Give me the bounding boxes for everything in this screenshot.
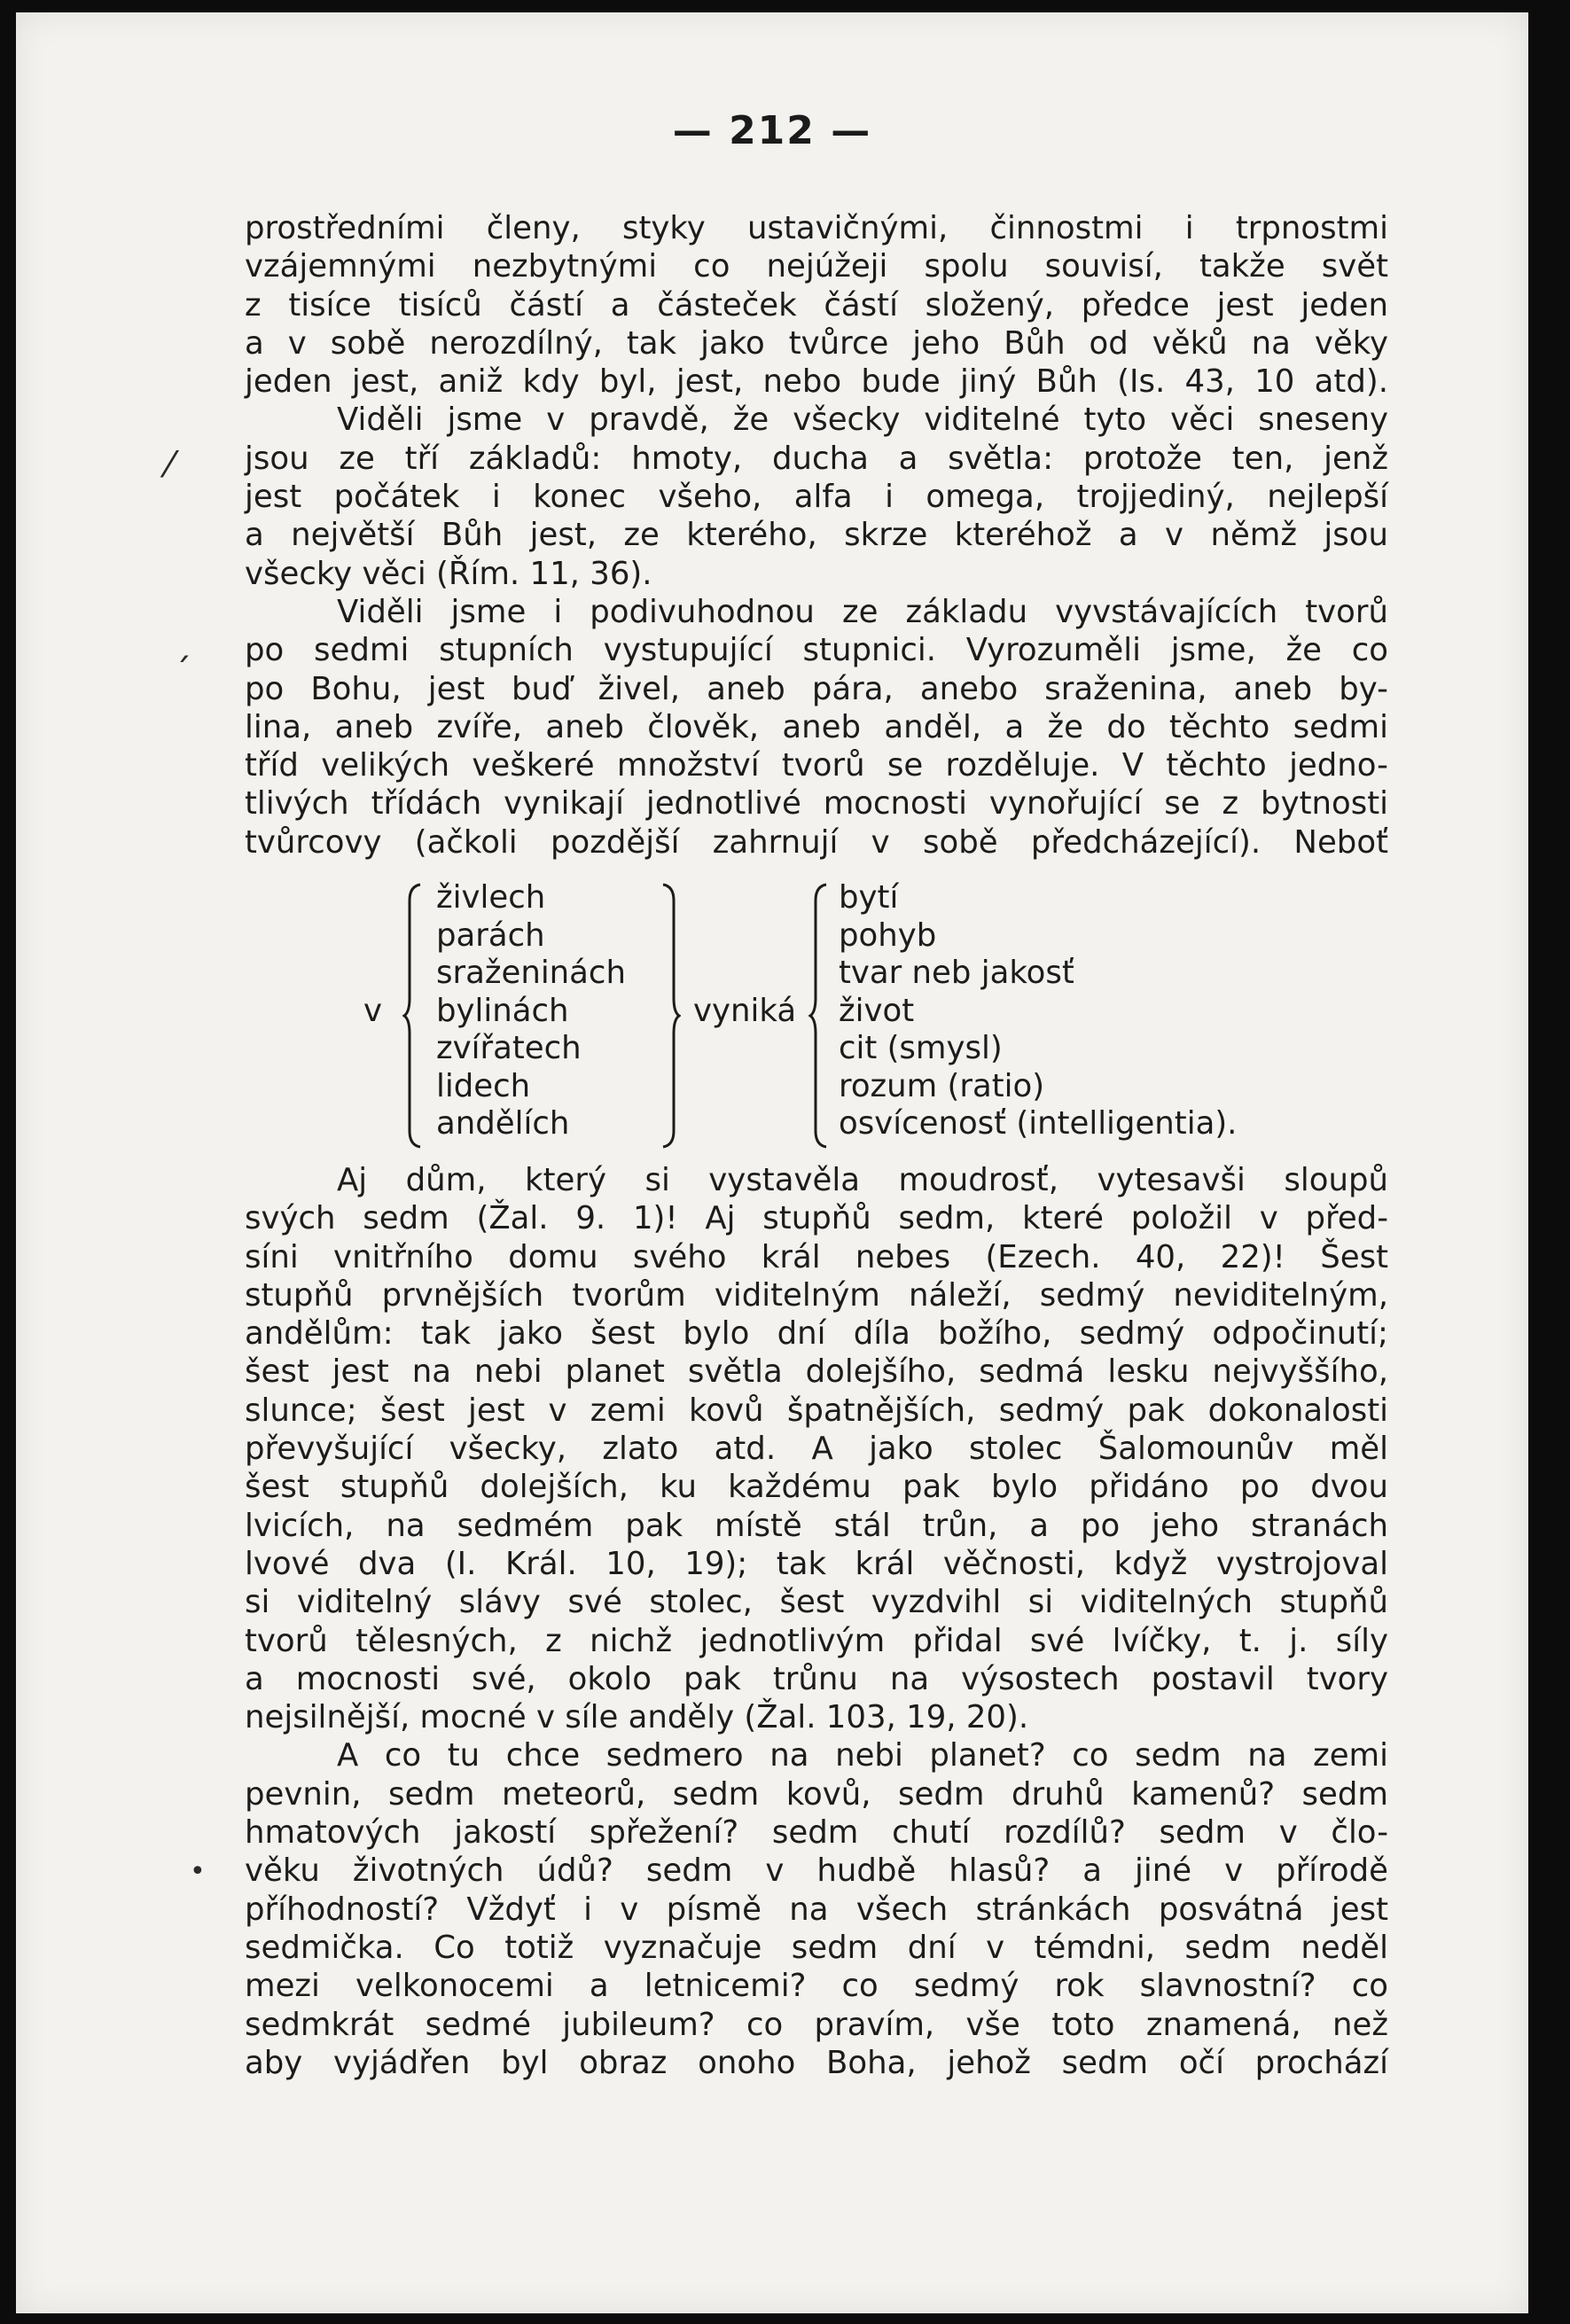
text-line: sedmička. Co totiž vyznačuje sedm dní v témdni, sedm neděl — [245, 1929, 1388, 1966]
text-block-bottom — [245, 1161, 1388, 2082]
text-line: prostředními členy, styky ustavičnými, činnostmi i trpnostmi — [245, 210, 1388, 246]
text-line: síni vnitřního domu svého král nebes (Ezech. 40, 22)! Šest — [245, 1238, 1388, 1275]
text-line: po sedmi stupních vystupující stupnici. Vyrozuměli jsme, že co — [245, 632, 1388, 669]
text-block-top — [245, 209, 1388, 862]
left-item: bylinách — [436, 992, 569, 1029]
page-number: — 212 — — [672, 108, 872, 153]
table-prefix: v — [363, 993, 383, 1029]
right-item: tvar neb jakosť — [839, 955, 1074, 991]
right-item: cit (smysl) — [839, 1030, 1003, 1066]
text-line: A co tu chce sedmero na nebi planet? co sedm na zemi — [337, 1737, 1388, 1774]
text-line: příhodností? Vždyť i v písmě na všech stránkách posvátná jest — [245, 1891, 1388, 1928]
text-line: nejsilnější, mocné v síle anděly (Žal. 103, 19, 20). — [245, 1699, 1029, 1736]
text-line: stupňů prvnějších tvorům viditelným náleží, sedmý neviditelným, — [245, 1276, 1388, 1314]
text-line: lvicích, na sedmém pak místě stál trůn, a po jeho stranách — [245, 1507, 1388, 1544]
text-line: šest jest na nebi planet světla dolejšího, sedmá lesku nejvyššího, — [245, 1353, 1388, 1391]
right-column — [839, 879, 1237, 1143]
text-line: hmatových jakostí spřežení? sedm chutí rozdílů? sedm v člo- — [245, 1814, 1388, 1852]
text-line: sedmkrát sedmé jubileum? co pravím, vše toto znamená, než — [245, 2006, 1388, 2043]
left-item: sraženinách — [436, 955, 626, 991]
left-item: živlech — [436, 879, 546, 916]
text-line: a v sobě nerozdílný, tak jako tvůrce jeho Bůh od věků na věky — [245, 324, 1388, 362]
text-line: šest stupňů dolejších, ku každému pak bylo přidáno po dvou — [245, 1469, 1388, 1506]
margin-mark-2: ˊ — [174, 652, 191, 693]
left-column — [436, 879, 626, 1143]
text-line: jeden jest, aniž kdy byl, jest, nebo bude jiný Bůh (Is. 43, 10 atd). — [245, 363, 1388, 401]
margin-mark-1: ⁄ — [167, 445, 173, 486]
classification-table — [16, 879, 1528, 1154]
text-line: tvůrcovy (ačkoli pozdější zahrnují v sobě předcházející). Neboť — [245, 823, 1388, 861]
text-line: z tisíce tisíců částí a částeček částí složený, předce jest jeden — [245, 286, 1388, 324]
text-line: a největší Bůh jest, ze kterého, skrze kteréhož a v němž jsou — [245, 517, 1388, 554]
left-item: zvířatech — [436, 1030, 582, 1066]
left-item: lidech — [436, 1067, 531, 1104]
text-line: jsou ze tří základů: hmoty, ducha a světla: protože ten, jenž — [245, 440, 1388, 477]
right-item: osvícenosť (intelligentia). — [839, 1105, 1238, 1142]
text-line: aby vyjádřen byl obraz onoho Boha, jehož sedm očí prochází — [245, 2044, 1388, 2081]
text-line: vzájemnými nezbytnými co nejúžeji spolu souvisí, takže svět — [245, 248, 1388, 285]
table-middle: vyniká — [693, 993, 797, 1029]
text-line: si viditelný slávy své stolec, šest vyzdvihl si viditelných stupňů — [245, 1584, 1388, 1621]
text-line: Viděli jsme i podivuhodnou ze základu vyvstávajících tvorů — [337, 593, 1388, 630]
middle-brace — [661, 883, 681, 1149]
text-line: tříd velikých veškeré množství tvorů se rozděluje. V těchto jedno- — [245, 747, 1388, 784]
right-brace — [808, 883, 828, 1149]
right-item: pohyb — [839, 916, 937, 954]
text-line: lvové dva (I. Král. 10, 19); tak král věčnosti, když vystrojoval — [245, 1545, 1388, 1582]
text-line: a mocnosti své, okolo pak trůnu na výsostech postavil tvory — [245, 1660, 1388, 1697]
text-line: pevnin, sedm meteorů, sedm kovů, sedm druhů kamenů? sedm — [245, 1775, 1388, 1813]
right-item: rozum (ratio) — [839, 1067, 1045, 1104]
text-line: lina, aneb zvíře, aneb člověk, aneb anděl, a že do těchto sedmi — [245, 708, 1388, 745]
text-line: věku životných údů? sedm v hudbě hlasů? a jiné v přírodě — [245, 1852, 1388, 1890]
right-item: život — [839, 992, 915, 1029]
text-line: andělům: tak jako šest bylo dní díla božího, sedmý odpočinutí; — [245, 1315, 1388, 1353]
text-line: po Bohu, jest buď živel, aneb pára, anebo sraženina, aneb by- — [245, 670, 1388, 707]
margin-bullet: • — [190, 1856, 206, 1887]
text-line: slunce; šest jest v zemi kovů špatnějších, sedmý pak dokonalosti — [245, 1392, 1388, 1429]
book-page — [16, 12, 1528, 2313]
text-line: všecky věci (Řím. 11, 36). — [245, 555, 652, 592]
left-item: andělích — [436, 1105, 570, 1142]
right-item: bytí — [839, 879, 899, 916]
left-brace — [402, 883, 422, 1149]
text-line: mezi velkonocemi a letnicemi? co sedmý rok slavnostní? co — [245, 1968, 1388, 2005]
text-line: tlivých třídách vynikají jednotlivé mocnosti vynořující se z bytnosti — [245, 785, 1388, 823]
left-item: parách — [436, 916, 545, 954]
text-line: převyšující všecky, zlato atd. A jako stolec Šalomounův měl — [245, 1431, 1388, 1468]
text-line: svých sedm (Žal. 9. 1)! Aj stupňů sedm, které položil v před- — [245, 1200, 1388, 1237]
text-line: tvorů tělesných, z nichž jednotlivým přidal své lvíčky, t. j. síly — [245, 1622, 1388, 1659]
text-line: Viděli jsme v pravdě, že všecky viditelné tyto věci sneseny — [337, 402, 1388, 439]
text-line: jest počátek i konec všeho, alfa i omega, trojjediný, nejlepší — [245, 479, 1388, 516]
text-line: Aj dům, který si vystavěla moudrosť, vytesavši sloupů — [337, 1162, 1388, 1198]
